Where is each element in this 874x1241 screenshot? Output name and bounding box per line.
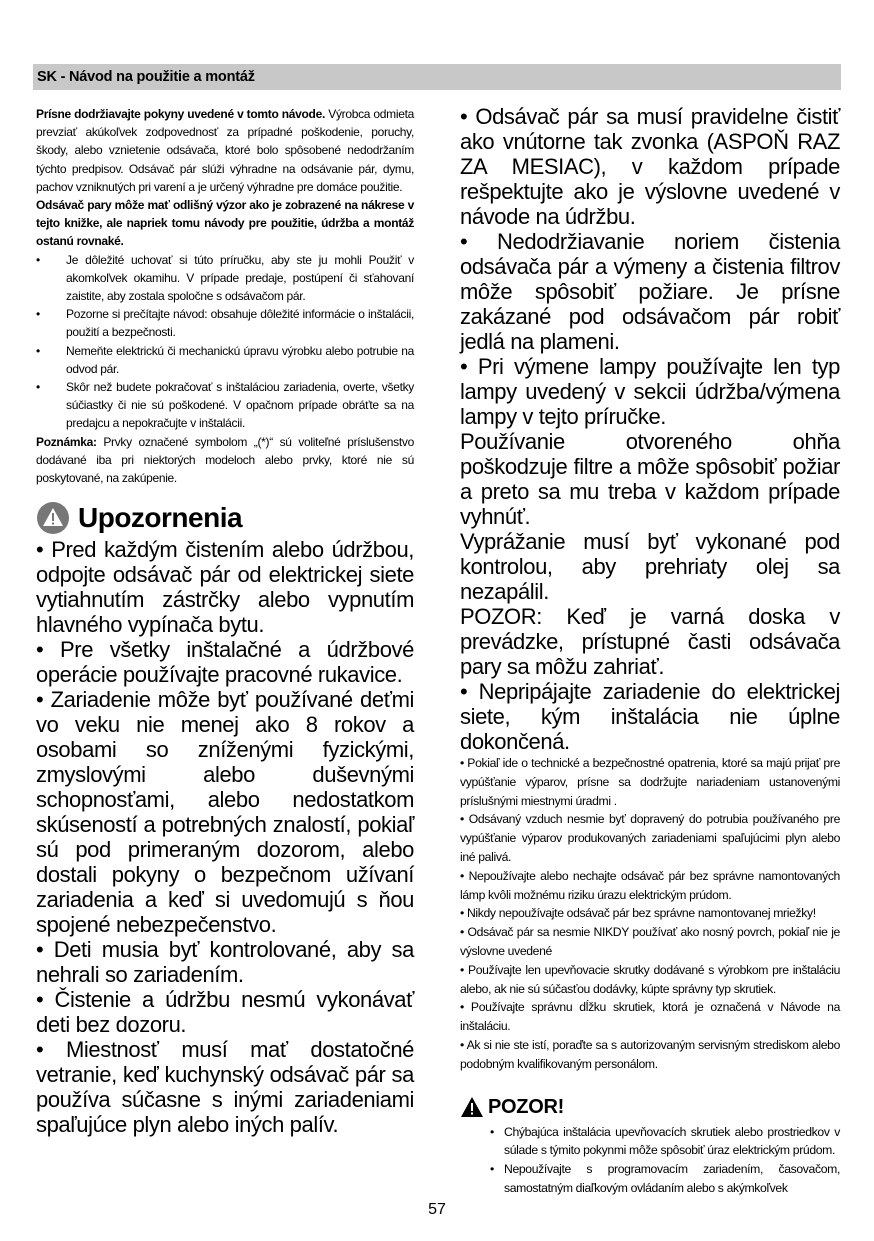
list-item-text: Chýbajúca inštalácia upevňovacích skrutiek alebo prostriedkov v súlade s týmito pokynmi môže spôsobiť úraz elektrickým prúdom. xyxy=(504,1124,840,1158)
warning-paragraph: • Deti musia byť kontrolované, aby sa nehrali so zariadením. xyxy=(36,937,414,988)
safety-paragraph: Vyprážanie musí byť vykonané pod kontrolou, aby prehriaty olej sa nezapálil. xyxy=(460,529,840,604)
safety-paragraph: • Nedodržiavanie noriem čistenia odsávača pár a výmeny a čistenia filtrov môže spôsobiť požiare. Je prísne zakázané pod odsávačom pár robiť jedlá na plameni. xyxy=(460,229,840,354)
intro-bullet-list xyxy=(36,251,414,433)
bullet: • xyxy=(490,1162,494,1177)
warning-paragraph: • Pred každým čistením alebo údržbou, odpojte odsávač pár od elektrickej siete vytiahnutím zástrčky alebo vypnutím hlavného vypínača bytu. xyxy=(36,537,414,638)
note-paragraph xyxy=(36,433,414,488)
list-item-text: Pozorne si prečítajte návod: obsahuje dôležité informácie o inštalácii, použití a bezpečnosti. xyxy=(66,307,414,340)
list-item xyxy=(36,378,414,433)
installation-paragraph: • Odsávaný vzduch nesmie byť dopravený do potrubia používaného pre vypúšťanie výparov produkovaných zariadeniami spaľujúcimi plyn alebo iné palivá. xyxy=(460,812,840,864)
bullet: • xyxy=(36,380,40,395)
intro-text: Výrobca odmieta prevziať akúkoľvek zodpovednosť za prípadné poškodenie, poruchy, škody, alebo vznietenie odsávača, ktoré bolo spôsobené nedodržaním týchto predpisov. Odsávač pár slúži výhradne na odsávanie pár, dymu, pachov vzniknutých pri varení a je určený výhradne pre domáce použitie. xyxy=(36,107,414,194)
list-item xyxy=(36,342,414,378)
intro-paragraph xyxy=(36,105,414,196)
list-item-text: Nemeňte elektrickú či mechanickú úpravu výrobku alebo potrubie na odvod pár. xyxy=(66,343,414,376)
note-text: Prvky označené symbolom „(*)“ sú voliteľné príslušenstvo dodávané iba pri niektorých modeloch alebo prvky, ktoré nie sú poskytované, na zakúpenie. xyxy=(36,434,414,486)
safety-paragraph: • Odsávač pár sa musí pravidelne čistiť ako vnútorne tak zvonka (ASPOŇ RAZ ZA MESIAC), v každom prípade rešpektujte ako je výslovne uvedené v návode na údržbu. xyxy=(460,104,840,229)
list-item xyxy=(460,1160,840,1198)
right-column xyxy=(460,104,840,1198)
bullet: • xyxy=(490,1124,494,1139)
list-item-text: Skôr než budete pokračovať s inštaláciou zariadenia, overte, všetky súčiastky či nie sú poškodené. V opačnom prípade obráťte sa na predajcu a nepokračujte v inštalácii. xyxy=(66,380,414,431)
intro-bold-text: Prísne dodržiavajte pokyny uvedené v tomto návode. xyxy=(36,107,325,121)
list-item xyxy=(460,1123,840,1161)
pozor-title: POZOR! xyxy=(488,1095,564,1118)
warning-paragraph: • Zariadenie môže byť používané deťmi vo veku nie menej ako 8 rokov a osobami so zníženými fyzickými, zmyslovými alebo duševnými schopnosťami, alebo nedostatkom skúseností a potrebných znalostí, pokiaľ sú pod primeraným dozorom, alebo dostali pokyny o bezpečnom užívaní zariadenia a keď si uvedomujú s ňou spojené nebezpečenstvo. xyxy=(36,687,414,938)
safety-paragraph: Používanie otvoreného ohňa poškodzuje filtre a môže spôsobiť požiar a preto sa mu treba v každom prípade vyhnúť. xyxy=(460,429,840,529)
bullet: • xyxy=(36,343,40,358)
list-item-text: Je dôležité uchovať si túto príručku, aby ste ju mohli Použiť v akomkoľvek okamihu. V prípade predaje, postúpení či sťahovaní zaistite, aby zostala spoločne s odsávačom pár. xyxy=(66,252,414,304)
page-number: 57 xyxy=(428,1201,446,1218)
list-item-text: Nepoužívajte s programovacím zariadením, časovačom, samostatným diaľkovým ovládaním alebo s akýmkoľvek xyxy=(504,1162,840,1195)
warning-triangle-icon xyxy=(460,1096,484,1118)
warning-paragraph: • Miestnosť musí mať dostatočné vetranie, keď kuchynský odsávač pár sa používa súčasne s inými zariadeniami spaľujúce plyn alebo iných palív. xyxy=(36,1037,414,1138)
installation-paragraph: • Pokiaľ ide o technické a bezpečnostné opatrenia, ktoré sa majú prijať pre vypúšťanie výparov, prísne sa dodržujte nariadeniam ustanovenými príslušnými miestnymi úradmi . xyxy=(460,756,840,808)
appearance-note-text: Odsávač pary môže mať odlišný výzor ako je zobrazené na nákrese v tejto knižke, ale napriek tomu návody pre použitie, údržba a montáž ostanú rovnaké. xyxy=(36,198,414,249)
safety-paragraph: • Nepripájajte zariadenie do elektrickej siete, kým inštalácia nie úplne dokončená. xyxy=(460,679,840,754)
warnings-heading xyxy=(36,501,414,535)
appearance-note xyxy=(36,196,414,251)
installation-paragraph: • Používajte správnu dĺžku skrutiek, ktorá je označená v Návode na inštaláciu. xyxy=(460,1000,840,1034)
list-item xyxy=(36,305,414,341)
safety-paragraph: • Pri výmene lampy používajte len typ lampy uvedený v sekcii údržba/výmena lampy v tejto príručke. xyxy=(460,354,840,429)
pozor-list xyxy=(460,1123,840,1198)
installation-paragraph: • Nikdy nepoužívajte odsávač pár bez správne namontovanej mriežky! xyxy=(460,906,816,921)
note-label: Poznámka: xyxy=(36,434,97,449)
bullet: • xyxy=(36,252,40,267)
safety-paragraph: POZOR: Keď je varná doska v prevádzke, prístupné časti odsávača pary sa môžu zahriať. xyxy=(460,604,840,679)
installation-paragraph: • Nepoužívajte alebo nechajte odsávač pár bez správne namontovaných lámp kvôli možnému riziku úrazu elektrickým prúdom. xyxy=(460,868,840,902)
list-item xyxy=(36,251,414,306)
warning-paragraph: • Pre všetky inštalačné a údržbové operácie používajte pracovné rukavice. xyxy=(36,637,414,688)
installation-paragraph: • Ak si nie ste istí, poraďte sa s autorizovaným servisným strediskom alebo podobným kvalifikovaným personálom. xyxy=(460,1037,840,1071)
bullet: • xyxy=(36,307,40,322)
warning-paragraph: • Čistenie a údržbu nesmú vykonávať deti bez dozoru. xyxy=(36,987,414,1038)
installation-paragraph: • Odsávač pár sa nesmie NIKDY používať ako nosný povrch, pokiaľ nie je výslovne uvedené xyxy=(460,925,840,958)
warnings-title: Upozornenia xyxy=(78,502,243,534)
pozor-heading xyxy=(460,1096,840,1119)
installation-paragraph: • Používajte len upevňovacie skrutky dodávané s výrobkom pre inštaláciu alebo, ak nie sú súčasťou dodávky, kúpte správny typ skrutiek. xyxy=(460,962,840,996)
section-header: SK - Návod na použitie a montáž xyxy=(33,64,841,90)
left-column xyxy=(36,105,414,1137)
warning-circle-icon xyxy=(36,501,70,535)
